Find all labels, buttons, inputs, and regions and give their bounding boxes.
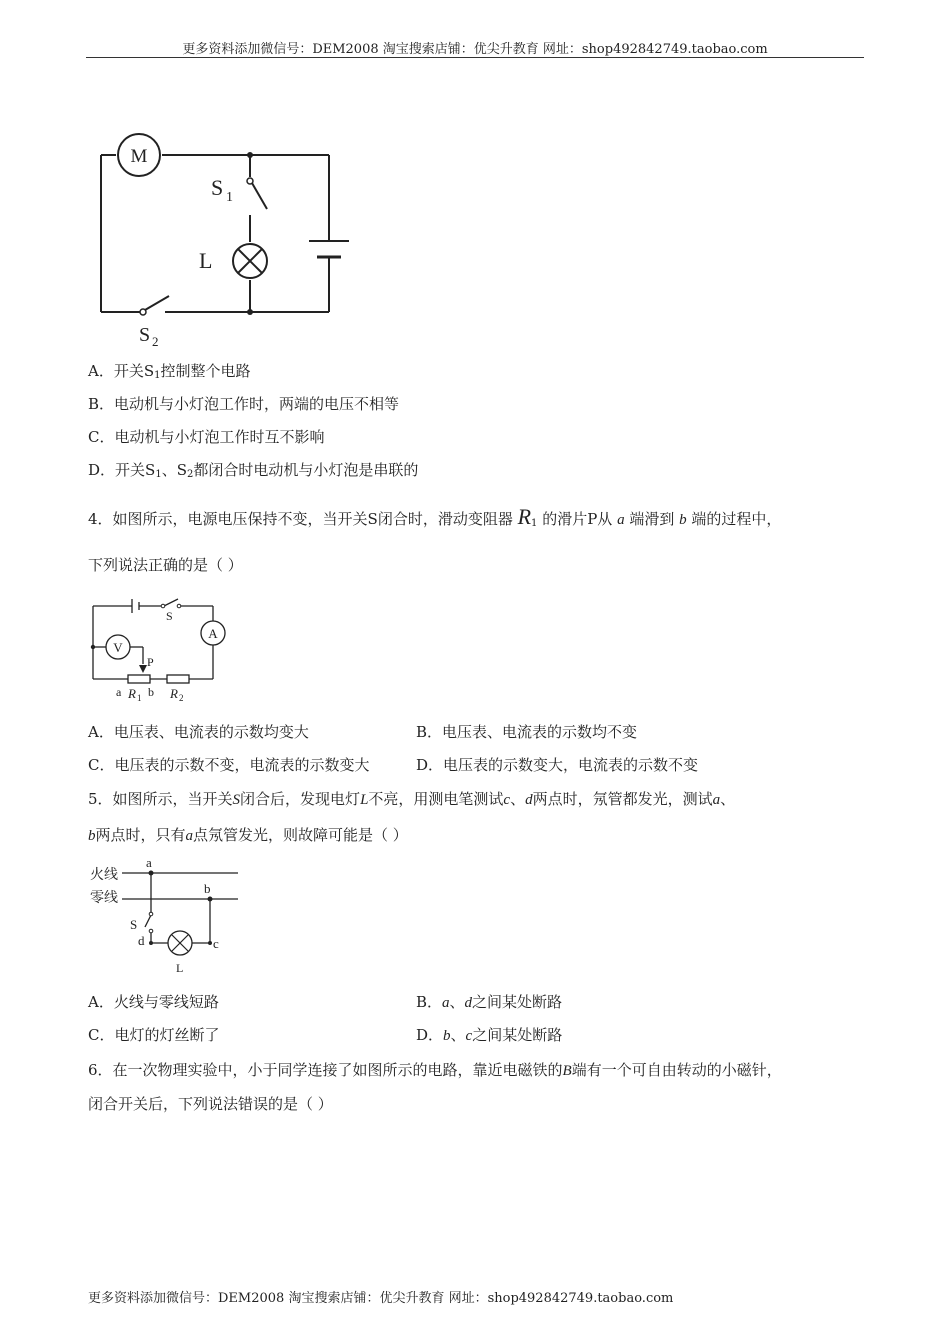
voltmeter-label: V bbox=[113, 640, 123, 655]
lamp-l bbox=[199, 244, 267, 278]
r2-label: R bbox=[170, 686, 178, 701]
s1-label: S bbox=[211, 175, 224, 200]
q4-switch-label: S bbox=[166, 609, 173, 623]
r1-label: R bbox=[128, 686, 136, 701]
q4-option-c: C．电压表的示数不变，电流表的示数变大 bbox=[88, 756, 370, 774]
q4-stem-line2: 下列说法正确的是（ ） bbox=[88, 556, 243, 574]
q5-option-b: B．a、d之间某处断路 bbox=[416, 993, 563, 1011]
motor-label: M bbox=[130, 146, 148, 167]
slider-arrow bbox=[139, 665, 147, 673]
lamp-label: L bbox=[176, 961, 184, 975]
q5-household-circuit-figure bbox=[88, 855, 248, 980]
battery-symbol bbox=[309, 241, 349, 257]
q4-stem: 4．如图所示，电源电压保持不变，当开关S闭合时，滑动变阻器 $R_1$ 的滑片P从 a 端滑到 b 端的过程中， bbox=[88, 504, 782, 529]
q3-circuit-figure bbox=[95, 135, 365, 350]
q5-stem: 5．如图所示，当开关S闭合后，发现电灯L不亮，用测电笔测试c、d两点时，氖管都发光，测试a、 bbox=[88, 790, 736, 808]
slider-label: P bbox=[147, 655, 154, 669]
q6-stem: 6．在一次物理实验中，小于同学连接了如图所示的电路，靠近电磁铁的B端有一个可自由转动的小磁针， bbox=[88, 1061, 782, 1079]
q5-stem-line2: b两点时，只有a点氖管发光，则故障可能是（ ） bbox=[88, 826, 408, 844]
q5-option-c: C．电灯的灯丝断了 bbox=[88, 1026, 220, 1044]
q4-option-a: A．电压表、电流表的示数均变大 bbox=[88, 723, 309, 741]
ammeter-label: A bbox=[208, 626, 218, 641]
r1-sub: 1 bbox=[137, 693, 142, 703]
q5-option-d: D．b、c之间某处断路 bbox=[416, 1026, 563, 1044]
q4-option-d: D．电压表的示数变大，电流表的示数不变 bbox=[416, 756, 699, 774]
s2-sub: 2 bbox=[152, 334, 159, 349]
q4-circuit-figure bbox=[88, 592, 238, 707]
point-b-label: b bbox=[204, 881, 211, 896]
q3-option-c: C．电动机与小灯泡工作时互不影响 bbox=[88, 428, 325, 446]
neutral-wire-label: 零线 bbox=[90, 891, 118, 906]
page-header: 更多资料添加微信号：DEM2008 淘宝搜索店铺：优尖升教育 网址：shop492842749.taobao.com bbox=[182, 42, 768, 57]
r2-sub: 2 bbox=[179, 693, 184, 703]
header-divider bbox=[86, 57, 864, 58]
point-c-label: c bbox=[213, 936, 219, 951]
q5-option-a: A．火线与零线短路 bbox=[88, 993, 219, 1011]
r1-end-b: b bbox=[148, 685, 154, 699]
ammeter-symbol bbox=[201, 621, 225, 645]
live-wire-label: 火线 bbox=[90, 868, 118, 883]
lamp-symbol bbox=[168, 931, 192, 955]
q3-option-b: B．电动机与小灯泡工作时，两端的电压不相等 bbox=[88, 395, 400, 413]
point-a-label: a bbox=[146, 855, 152, 870]
r1-end-a: a bbox=[116, 685, 122, 699]
lamp-label: L bbox=[199, 248, 213, 273]
q4-option-b: B．电压表、电流表的示数均不变 bbox=[416, 723, 638, 741]
switch-s1 bbox=[211, 175, 267, 209]
switch-s-label: S bbox=[130, 917, 138, 932]
q6-stem-line2: 闭合开关后，下列说法错误的是（ ） bbox=[88, 1095, 333, 1113]
resistor-r2 bbox=[167, 675, 189, 683]
page-footer: 更多资料添加微信号：DEM2008 淘宝搜索店铺：优尖升教育 网址：shop492842749.taobao.com bbox=[88, 1291, 674, 1306]
q3-option-a: A．开关$S_1$控制整个电路 bbox=[88, 362, 251, 381]
q3-option-d: D．开关$S_1$、$S_2$都闭合时电动机与小灯泡是串联的 bbox=[88, 461, 419, 480]
s1-sub: 1 bbox=[226, 190, 233, 205]
voltmeter-symbol bbox=[106, 635, 130, 659]
motor-symbol bbox=[118, 134, 160, 176]
s2-label: S bbox=[139, 324, 151, 346]
rheostat-r1 bbox=[128, 675, 150, 683]
switch-s2 bbox=[139, 296, 169, 349]
point-d-label: d bbox=[138, 933, 145, 948]
